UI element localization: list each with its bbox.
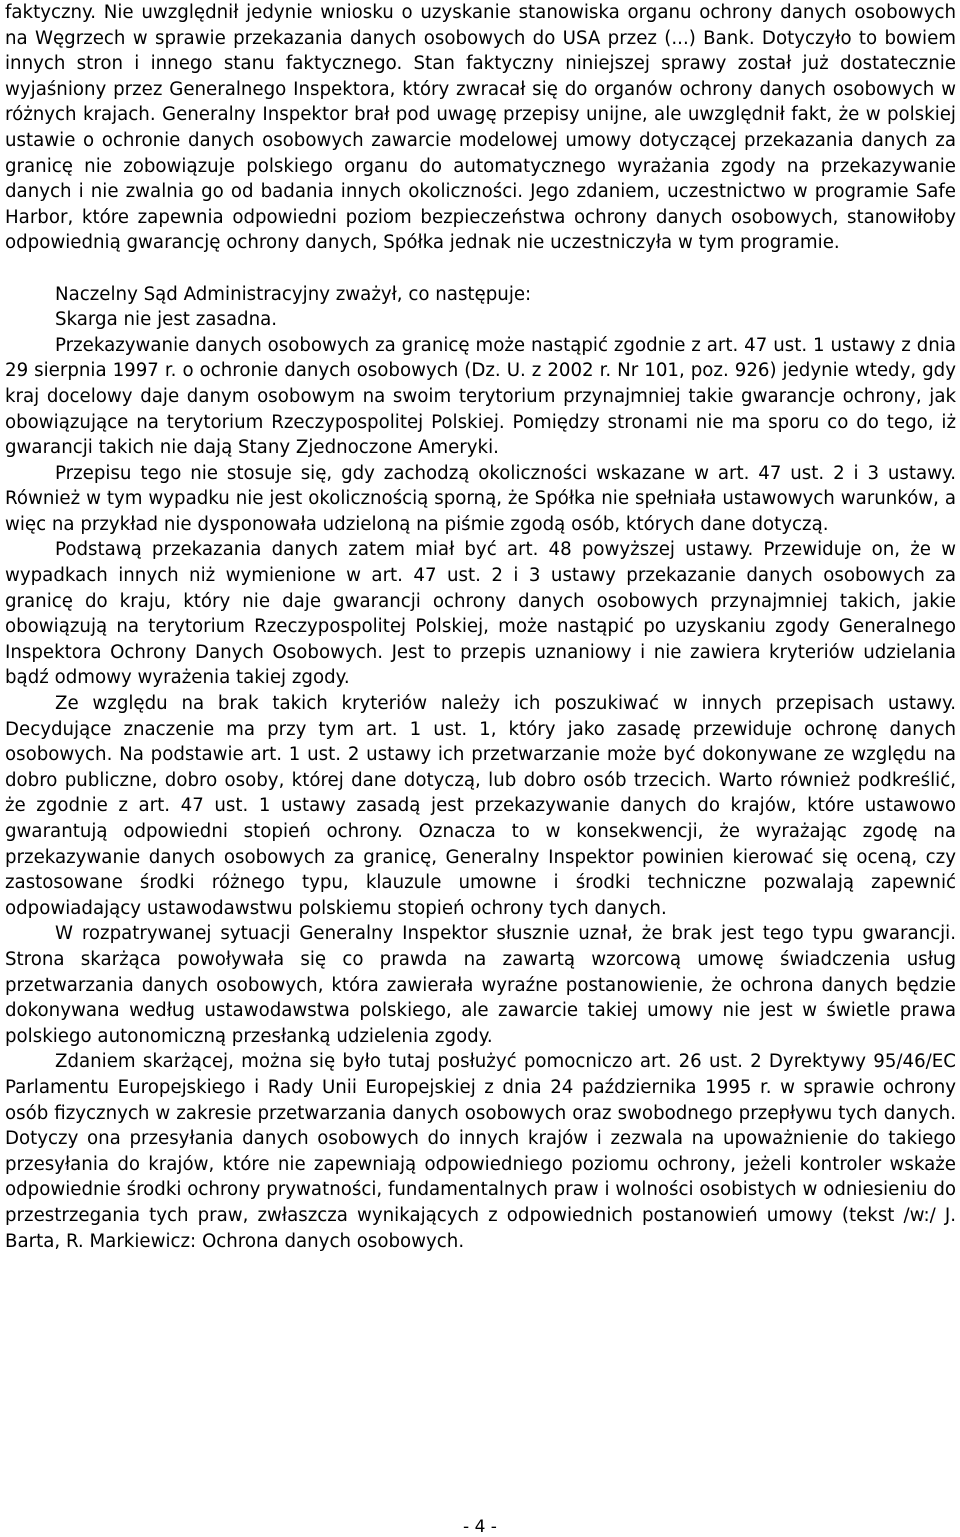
paragraph-no-guarantees: W rozpatrywanej sytuacji Generalny Inspektor słusznie uznał, że brak jest tego typu gwarancji. Strona skarżąca powoływała się co prawda na zawartą wzorcową umowę świadczenia usług przetwarzania danych osobowych, która zawierała wyraźne postanowienie, że ochrona danych będzie dokonywana według ustawodawstwa polskiego, ale zawarcie takiej umowy nie jest w świetle prawa polskiego autonomiczną przesłanką udzielenia zgody. [5,923,956,1047]
paragraph-facts: faktyczny. Nie uwzględnił jedynie wniosku o uzyskanie stanowiska organu ochrony danych osobowych na Węgrzech w sprawie przekazania danych osobowych do USA przez (...) Bank. Dotyczyło to bowiem innych stron i innego stanu faktycznego. Stan faktyczny niniejszej sprawy został już dostatecznie wyjaśniony przez Generalnego Inspektora, który zwracał się do organów ochrony danych osobowych w różnych krajach. Generalny Inspektor brał pod uwagę przepisy unijne, ale uwzględnił fakt, że w polskiej ustawie o ochronie danych osobowych zawarcie modelowej umowy dotyczącej przekazania danych za granicę nie zobowiązuje polskiego organu do automatycznego wyrażania zgody na przekazywanie danych i nie zwalnia go od badania innych okoliczności. Jego zdaniem, uczestnictwo w programie Safe Harbor, które zapewnia odpowiedni poziom bezpieczeństwa ochrony danych osobowych, stanowiłoby odpowiednią gwarancję ochrony danych, Spółka jednak nie uczestniczyła w tym programie. [5,2,956,254]
page-number: - 4 - [463,1517,497,1537]
document-page [5,0,956,1254]
paragraph-exceptions: Przepisu tego nie stosuje się, gdy zachodzą okoliczności wskazane w art. 47 ust. 2 i 3 ustawy. Również w tym wypadku nie jest okolicznością sporną, że Spółka nie spełniała ustawowych warunków, a więc na przykład nie dysponowała udzieloną na piśmie zgodą osób, których dane dotyczą. [5,462,956,535]
paragraph-court-considered: Naczelny Sąd Administracyjny zważył, co następuje: [55,283,532,305]
paragraph-complaint-unfounded: Skarga nie jest zasadna. [55,309,278,331]
paragraph-criteria: Ze względu na brak takich kryteriów należy ich poszukiwać w innych przepisach ustawy. Decydujące znaczenie ma przy tym art. 1 ust. 1, który jako zasadę przewiduje ochronę danych osobowych. Na podstawie art. 1 ust. 2 ustawy ich przetwarzanie może być dokonywane ze względu na dobro publiczne, dobro osoby, której dane dotyczą, lub dobro osób trzecich. Warto również podkreślić, że zgodnie z art. 47 ust. 1 ustawy zasadą jest przekazywanie danych do krajów, które ustawowo gwarantują odpowiedni stopień ochrony. Oznacza to w konsekwencji, że wyrażając zgodę na przekazywanie danych osobowych za granicę, Generalny Inspektor powinien kierować się oceną, czy zastosowane środki różnego typu, klauzule umowne i środki techniczne pozwalają zapewnić odpowiadający ustawodawstwu polskiemu stopień ochrony tych danych. [5,693,956,919]
paragraph-art-47-transfer: Przekazywanie danych osobowych za granicę może nastąpić zgodnie z art. 47 ust. 1 ustawy z dnia 29 sierpnia 1997 r. o ochronie danych osobowych (Dz. U. z 2002 r. Nr 101, poz. 926) jedynie wtedy, gdy kraj docelowy daje danym osobowym na swoim terytorium przynajmniej takie gwarancje ochrony, jak obowiązujące na terytorium Rzeczypospolitej Polskiej. Pomiędzy stronami nie ma sporu co do tego, iż gwarancji takich nie dają Stany Zjednoczone Ameryki. [5,334,956,459]
paragraph-art-48-basis: Podstawą przekazania danych zatem miał być art. 48 powyższej ustawy. Przewiduje on, że w wypadkach innych niż wymienione w art. 47 ust. 2 i 3 ustawy przekazanie danych osobowych za granicę do kraju, który nie daje gwarancji ochrony danych osobowych przynajmniej takich, jakie obowiązują na terytorium Rzeczypospolitej Polskiej, może nastąpić po uzyskaniu zgody Generalnego Inspektora Ochrony Danych Osobowych. Jest to przepis uznaniowy i nie zawiera kryteriów udzielania bądź odmowy wyrażenia takiej zgody. [5,539,956,689]
paragraph-directive: Zdaniem skarżącej, można się było tutaj posłużyć pomocniczo art. 26 ust. 2 Dyrektywy 95/46/EC Parlamentu Europejskiego i Rady Unii Europejskiej z dnia 24 października 1995 r. w sprawie ochrony osób fizycznych w zakresie przetwarzania danych osobowych oraz swobodnego przepływu tych danych. Dotyczy ona przesyłania danych osobowych do innych krajów i zezwala na upoważnienie do takiego przesyłania do krajów, które nie zapewniają odpowiedniego poziomu ochrony, jeżeli kontroler wskaże odpowiednie środki ochrony prywatności, fundamentalnych praw i wolności osobistych w odniesieniu do przestrzegania tych praw, zwłaszcza wynikających z odpowiednich postanowień umowy (tekst /w:/ J. Barta, R. Markiewicz: Ochrona danych osobowych. [5,1051,956,1252]
